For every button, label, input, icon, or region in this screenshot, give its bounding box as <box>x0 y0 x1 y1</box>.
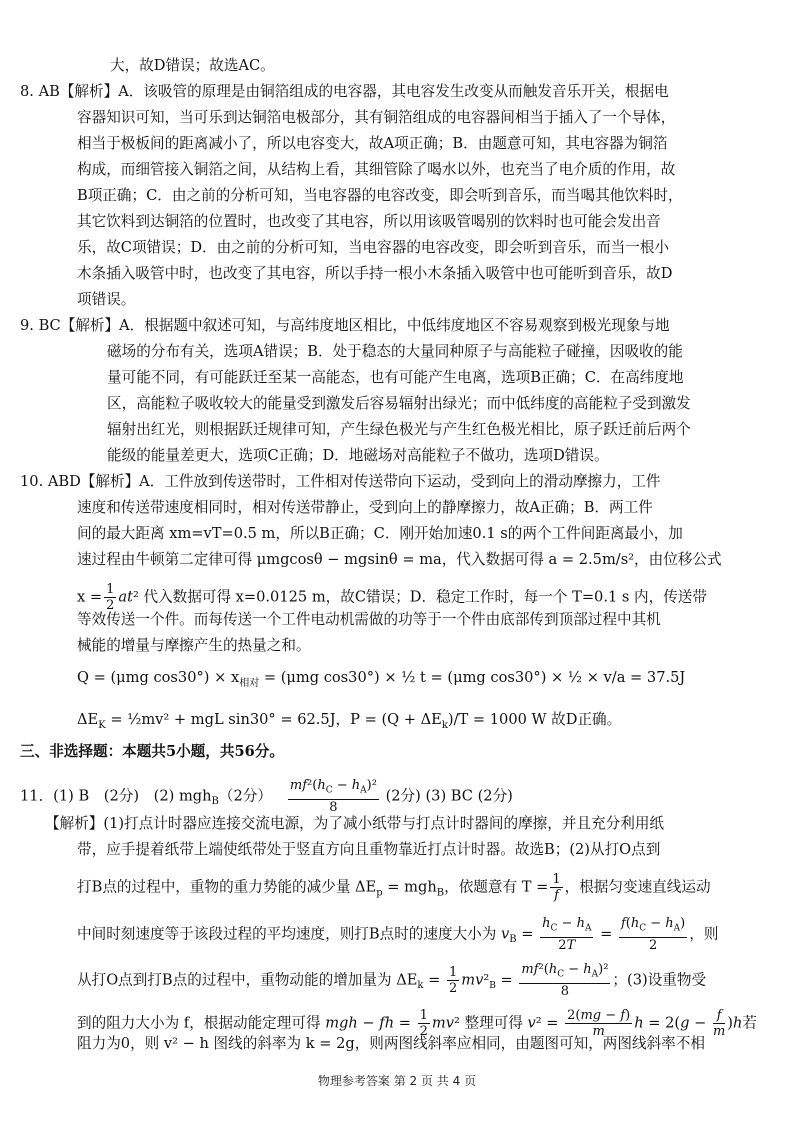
text-line: 辐射出红光，则根据跃迁规律可知，产生绿色极光与产生红色极光相比，原子跃迁前后两个 <box>107 421 691 438</box>
text-line: 打B点的过程中，重物的重力势能的减少量 $\Delta E_p = mgh_B$，依题意有 T = $\frac{1}{f}$ ，根据匀变速直线运动 <box>77 872 711 903</box>
text-line: 量可能不同，有可能跃迁至某一高能态，也有可能产生电离，选项B正确；C．在高纬度地 <box>107 369 684 386</box>
text-line: 木条插入吸管中时，也改变了其电容，所以手持一根小木条插入吸管中也可能听到音乐，故D <box>77 265 673 282</box>
text-line: 等效传送一个件。而每传送一个工件电动机需做的功等于一个件由底部传到顶部过程中其机 <box>77 611 661 628</box>
text-line: 项错误。 <box>77 291 136 308</box>
text-line: 相当于极板间的距离减小了，所以电容变大，故A项正确；B．由题意可知，其电容器为铜箔 <box>77 135 668 152</box>
text-line: 【解析】(1)打点计时器应连接交流电源，为了减小纸带与打点计时器间的摩擦，并且充分利用纸 <box>45 815 665 832</box>
section-heading: 三、非选择题：本题共5小题，共56分。 <box>20 743 284 760</box>
q9-line: 9. BC【解析】A．根据题中叙述可知，与高纬度地区相比，中低纬度地区不容易观察到极光现象与地 <box>20 317 670 334</box>
text-line: 乐，故C项错误；D．由之前的分析可知，当电容器的电容改变，即会听到音乐，而当一根小 <box>77 239 670 256</box>
text-line: 到的阻力大小为 f，根据动能定理可得 mgh − fh = $\frac{1}{2}$ mv² 整理可得 v² = $\frac{2(mg - f)}{m}$ h = 2(g − $\frac{f}{m}$ )h若 <box>77 1008 757 1039</box>
text-line: 间的最大距离 xm=vT=0.5 m，所以B正确；C．刚开始加速0.1 s的两个工件间距离最小，加 <box>77 525 683 542</box>
text-line: 能级的能量差更大，选项C正确；D．地磁场对高能粒子不做功，选项D错误。 <box>107 447 609 464</box>
q10-line: 10. ABD【解析】A．工件放到传送带时，工件相对传送带向下运动，受到向上的滑动摩擦力，工件 <box>20 473 661 490</box>
formula-energy: $\Delta E_K$ = ½mv² + mgL sin30° = 62.5J，$P = (Q + \Delta E_k)/T = 1000$ W 故D正确。 <box>77 711 622 731</box>
text-line: 速度和传送带速度相同时，相对传送带静止，受到向上的静摩擦力，故A正确；B．两工件 <box>77 499 653 516</box>
text-line: 中间时刻速度等于该段过程的平均速度，则打B点时的速度大小为 $v_B$ = $\frac{h_C - h_A}{2T}$ = $\frac{f(h_C - h_A)}{2}$ ，则 <box>77 916 719 953</box>
q11-answer: 11．(1) B (2分) (2) mgh$_B$（2分） $\frac{mf^2(h_C - h_A)^2}{8}$ (2分) (3) BC (2分) <box>20 778 513 815</box>
text-line: 阻力为0，则 v² − h 图线的斜率为 k = 2g，则两图线斜率应相同，由题图可知，两图线斜率不相 <box>77 1035 705 1052</box>
text-line: B项正确；C．由之前的分析可知，当电容器的电容改变，即会听到音乐，而当喝其他饮料时， <box>77 187 683 204</box>
text-line: 磁场的分布有关，选项A错误；B．处于稳态的大量同种原子与高能粒子碰撞，因吸收的能 <box>107 343 683 360</box>
text-line: 械能的增量与摩擦产生的热量之和。 <box>77 637 311 654</box>
text-line: x = $\frac{1}{2}$ at² 代入数据可得 x=0.0125 m，故C错误；D．稳定工作时，每一个 T=0.1 s 内，传送带 <box>77 582 707 613</box>
text-line: 带，应手提着纸带上端使纸带处于竖直方向且重物靠近打点计时器。故选B；(2)从打O点到 <box>77 841 661 858</box>
text-line: 其它饮料到达铜箔的位置时，也改变了其电容，所以用该吸管喝别的饮料时也可能会发出音 <box>77 213 661 230</box>
page-footer: 物理参考答案 第 2 页 共 4 页 <box>317 1074 477 1088</box>
formula-Q: Q = (μmg $\cos 30^\circ) \times x_{相对} = (\mu mg$ cos30°) × ½ t = (μmg cos30°) × ½ × v/a = 37.5J <box>77 669 686 689</box>
text-line: 大，故D错误；故选AC。 <box>110 57 275 74</box>
q8-line: 8. AB【解析】A．该吸管的原理是由铜箔组成的电容器，其电容发生改变从而触发音乐开关，根据电 <box>20 83 669 100</box>
text-line: 从打O点到打B点的过程中，重物动能的增加量为 $\Delta E_k$ = $\frac{1}{2}$ $mv^2_B$ = $\frac{mf^2(h_C - h_A)^2}{8}$ ；(3)设重物受 <box>77 962 707 999</box>
text-line: 容器知识可知，当可乐到达铜箔电极部分，其有铜箔组成的电容器间相当于插入了一个导体， <box>77 109 676 126</box>
text-line: 构成，而细管接入铜箔之间，从结构上看，其细管除了喝水以外，也充当了电介质的作用，故 <box>77 161 676 178</box>
text-line: 区，高能粒子吸收较大的能量受到激发后容易辐射出绿光；而中低纬度的高能粒子受到激发 <box>107 395 691 412</box>
text-line: 速过程由牛顿第二定律可得 μmgcosθ − mgsinθ = ma，代入数据可得 a = 2.5m/s²，由位移公式 <box>77 551 722 568</box>
